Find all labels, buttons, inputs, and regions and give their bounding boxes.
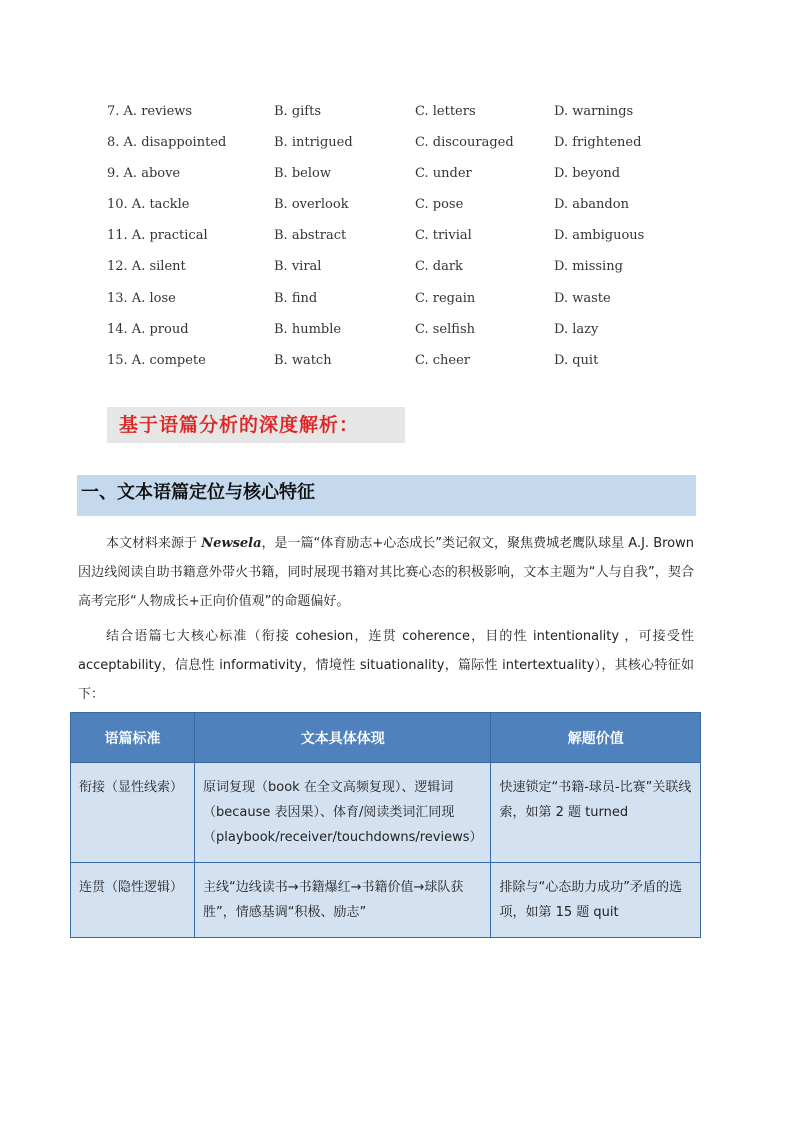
option-a: 12. A. silent (107, 259, 186, 275)
option-b: B. watch (274, 352, 332, 368)
option-b: B. humble (274, 321, 342, 337)
option-d: D. abandon (554, 197, 629, 213)
option-c: C. under (415, 166, 472, 182)
option-c: C. pose (415, 197, 464, 213)
option-a: 8. A. disappointed (107, 135, 227, 151)
option-d: D. ambiguous (554, 228, 645, 244)
option-c: C. discouraged (415, 135, 514, 151)
header-standard: 语篇标准 (71, 713, 195, 763)
source-name: Newsela (201, 536, 262, 551)
option-b: B. abstract (274, 228, 347, 244)
header-evidence: 文本具体体现 (195, 713, 491, 763)
cell-standard: 连贯（隐性逻辑） (71, 863, 195, 938)
option-c: C. trivial (415, 228, 472, 244)
option-b: B. intrigued (274, 135, 353, 151)
option-d: D. frightened (554, 135, 642, 151)
section-label: 基于语篇分析的深度解析： (107, 407, 405, 443)
option-c: C. cheer (415, 352, 471, 368)
header-value: 解题价值 (491, 713, 701, 763)
option-d: D. missing (554, 259, 623, 275)
option-b: B. gifts (274, 104, 322, 119)
heading-1: 一、文本语篇定位与核心特征 (77, 475, 696, 516)
standards-paragraph: 结合语篇七大核心标准（衔接 cohesion，连贯 coherence，目的性 intentionality ，可接受性 acceptability，信息性 informativity，情境性 situationality，篇际性 intertextuality），其核心特征如下： (78, 629, 694, 702)
option-c: C. selfish (415, 321, 475, 337)
cell-value: 快速锁定“书籍-球员-比赛”关联线索，如第 2 题 turned (491, 763, 701, 863)
option-b: B. viral (274, 259, 322, 275)
option-a: 10. A. tackle (107, 197, 190, 213)
cell-value: 排除与“心态助力成功”矛盾的选项，如第 15 题 quit (491, 863, 701, 938)
option-b: B. overlook (274, 197, 349, 213)
intro-pre: 本文材料来源于 (106, 536, 202, 551)
option-d: D. quit (554, 352, 599, 368)
cell-evidence: 主线“边线读书→书籍爆红→书籍价值→球队获胜”，情感基调“积极、励志” (195, 863, 491, 938)
option-d: D. waste (554, 290, 611, 306)
option-a: 9. A. above (107, 166, 181, 182)
option-a: 14. A. proud (107, 321, 189, 337)
option-b: B. find (274, 290, 318, 306)
option-d: D. lazy (554, 321, 599, 337)
option-c: C. regain (415, 290, 476, 306)
table-row (71, 863, 701, 938)
intro-post: ，是一篇“体育励志+心态成长”类记叙文，聚焦费城老鹰队球星 A.J. Brown 因边线阅读自助书籍意外带火书籍，同时展现书籍对其比赛心态的积极影响，文本主题为“人与自我”，契合高考完形“人物成长+正向价值观”的命题偏好。 (78, 536, 694, 609)
option-d: D. warnings (554, 104, 634, 119)
table-row (71, 763, 701, 863)
option-a: 15. A. compete (107, 352, 206, 368)
analysis-table (70, 712, 701, 938)
cell-evidence: 原词复现（book 在全文高频复现）、逻辑词（because 表因果）、体育/阅读类词汇同现（playbook/receiver/touchdowns/reviews） (195, 763, 491, 863)
option-b: B. below (274, 166, 331, 182)
option-a: 11. A. practical (107, 228, 208, 244)
option-c: C. letters (415, 104, 476, 119)
cell-standard: 衔接（显性线索） (71, 763, 195, 863)
option-d: D. beyond (554, 166, 621, 182)
intro-paragraph (78, 529, 694, 616)
option-a: 13. A. lose (107, 290, 176, 306)
table-header-row (71, 713, 701, 763)
option-c: C. dark (415, 259, 463, 275)
option-a: 7. A. reviews (107, 104, 193, 119)
